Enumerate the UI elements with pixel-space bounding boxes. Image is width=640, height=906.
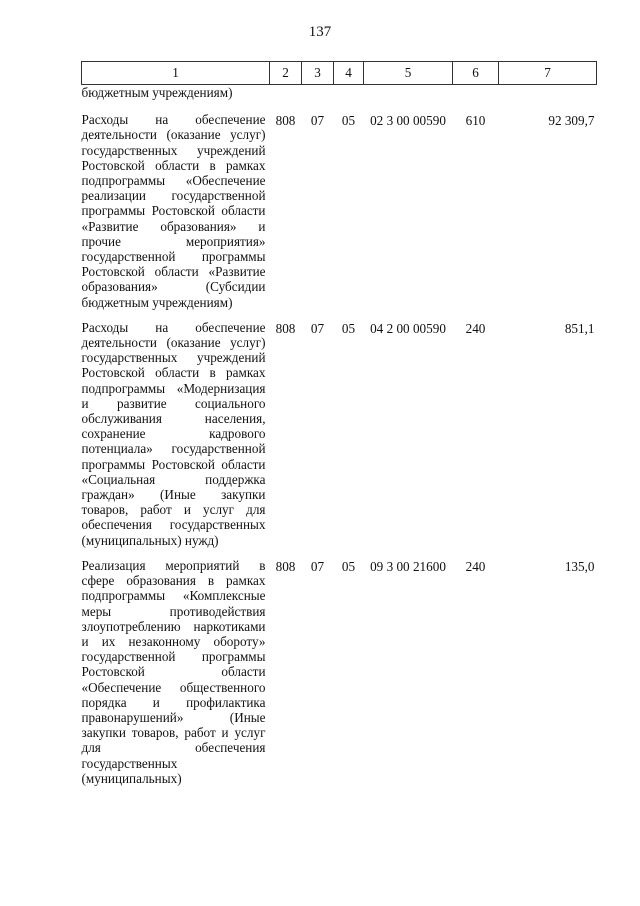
header-col-6: 6	[453, 62, 499, 85]
row-target: 04 2 00 00590	[370, 320, 446, 336]
row-ministry: 808	[275, 320, 296, 336]
row-subsection: 05	[341, 113, 356, 129]
row-description: Реализация мероприятий в сфере образования в рамках подпрограммы «Комплексные меры противодействия злоупотреблению наркотиками и их незаконному обороту» государственной программы Ростовской области «Обеспечение общественного порядка и профилактика правонарушений» (Иные закупки товаров, работ и услуг для обеспечения государственных (муниципальных)	[81, 557, 266, 786]
table-row	[82, 112, 597, 320]
row-expense-type: 610	[465, 113, 486, 129]
header-col-4: 4	[334, 62, 364, 85]
table-row	[82, 320, 597, 558]
budget-table	[81, 61, 597, 796]
row-ministry: 808	[275, 558, 296, 574]
row-description: Расходы на обеспечение деятельности (оказание услуг) государственных учреждений Ростовской области в рамках подпрограммы «Модернизация и развитие социального обслуживания населения, сохранение кадрового потенциала» государственной программы Ростовской области «Социальная поддержка граждан» (Иные закупки товаров, работ и услуг для обеспечения государственных (муниципальных) нужд)	[81, 319, 266, 548]
row-target: 09 3 00 21600	[370, 558, 446, 574]
row-expense-type: 240	[465, 558, 486, 574]
table-row	[82, 558, 597, 796]
row-amount: 135,0	[564, 558, 595, 574]
header-col-3: 3	[302, 62, 334, 85]
continuation-row	[82, 85, 597, 113]
page-number: 137	[308, 24, 332, 40]
continuation-text: бюджетным учреждениям)	[81, 85, 233, 100]
header-col-2: 2	[270, 62, 302, 85]
row-target: 02 3 00 00590	[370, 113, 446, 129]
header-row	[82, 62, 597, 85]
row-section: 07	[310, 113, 325, 129]
header-col-7: 7	[499, 62, 597, 85]
row-section: 07	[310, 558, 325, 574]
row-subsection: 05	[341, 320, 356, 336]
row-subsection: 05	[341, 558, 356, 574]
row-section: 07	[310, 320, 325, 336]
row-expense-type: 240	[465, 320, 486, 336]
row-amount: 851,1	[564, 320, 595, 336]
row-amount: 92 309,7	[548, 113, 595, 129]
header-col-5: 5	[364, 62, 453, 85]
row-ministry: 808	[275, 113, 296, 129]
header-col-1: 1	[82, 62, 270, 85]
row-description: Расходы на обеспечение деятельности (оказание услуг) государственных учреждений Ростовской области в рамках подпрограммы «Обеспечение реализации государственной программы Ростовской области «Развитие образования» и прочие мероприятия» государственной программы Ростовской области «Развитие образования» (Субсидии бюджетным учреждениям)	[81, 112, 266, 310]
